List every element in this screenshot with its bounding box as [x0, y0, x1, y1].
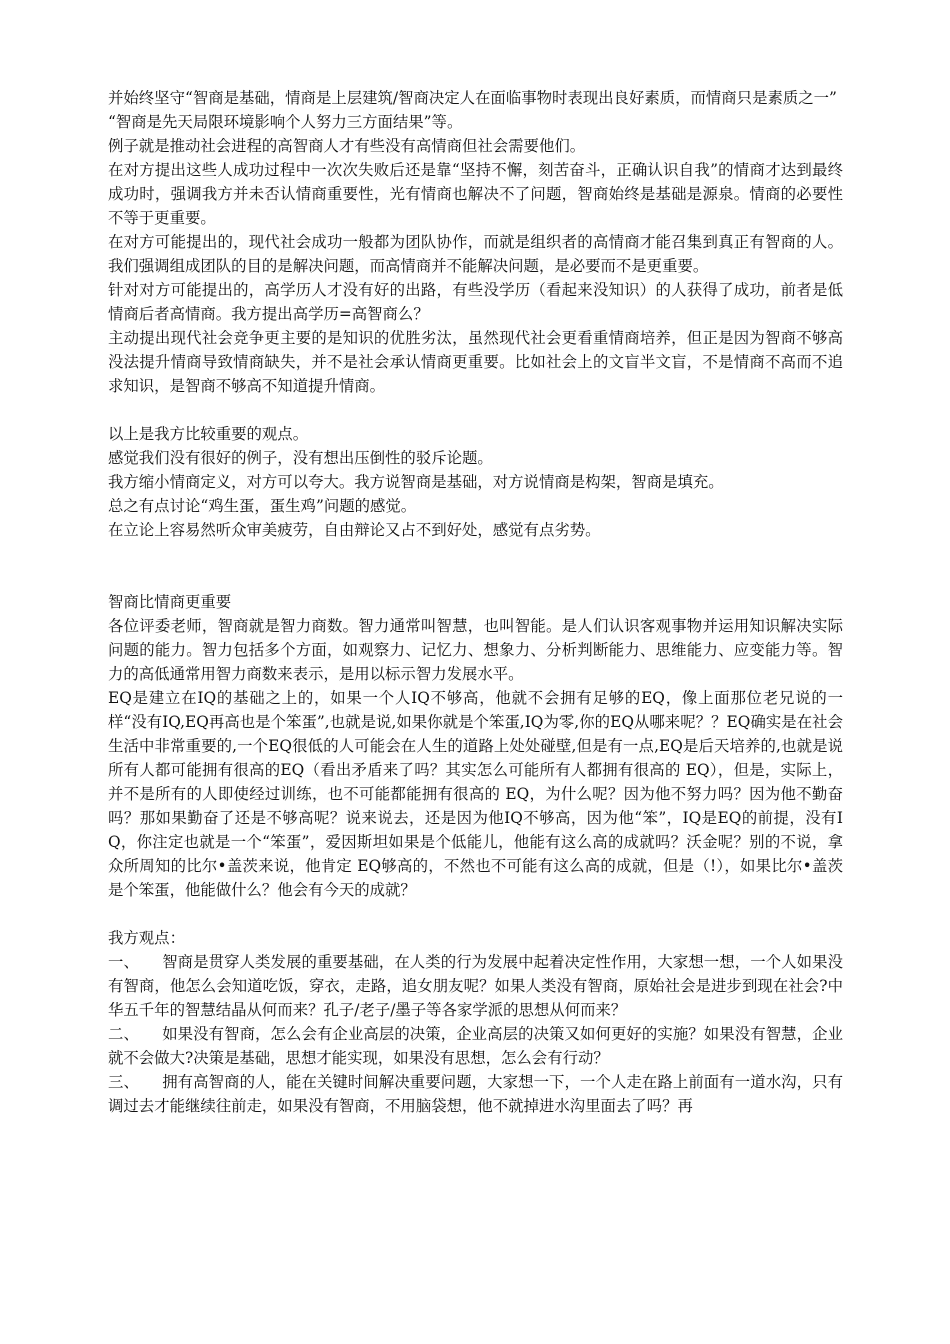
paragraph: 各位评委老师，智商就是智力商数。智力通常叫智慧，也叫智能。是人们认识客观事物并运用知识解决实际问题的能力。智力包括多个方面，如观察力、记忆力、想象力、分析判断能力、思维能力、应变能力等。智力的高低通常用智力商数来表示，是用以标示智力发展水平。	[108, 617, 843, 683]
paragraph: EQ是建立在IQ的基础之上的，如果一个人IQ不够高，他就不会拥有足够的EQ，像上面那位老兄说的一样“没有IQ,EQ再高也是个笨蛋”,也就是说,如果你就是个笨蛋,IQ为零,你的EQ从哪来呢？？EQ确实是在社会生活中非常重要的,一个EQ很低的人可能会在人生的道路上处处碰壁,但是有一点,EQ是后天培养的,也就是说所有人都可能拥有很高的EQ（看出矛盾来了吗？其实怎么可能所有人都拥有很高的 EQ），但是，实际上，并不是所有的人即使经过训练，也不可能都能拥有很高的 EQ，为什么呢？因为他不努力吗？因为他不勤奋吗？那如果勤奋了还是不够高呢？说来说去，还是因为他IQ不够高，因为他“笨”，IQ是EQ的前提，没有IQ，你注定也就是一个“笨蛋”，爱因斯坦如果是个低能儿，他能有这么高的成就吗？沃金呢？别的不说，拿众所周知的比尔•盖茨来说，他肯定 EQ够高的，不然也不可能有这么高的成就，但是（!），如果比尔•盖茨是个笨蛋，他能做什么？他会有今天的成就？	[108, 689, 843, 899]
paragraph: 并始终坚守“智商是基础，情商是上层建筑/智商决定人在面临事物时表现出良好素质，而情商只是素质之一”	[108, 89, 837, 107]
blank-line	[108, 398, 843, 422]
paragraph: 针对对方可能提出的，高学历人才没有好的出路，有些没学历（看起来没知识）的人获得了成功，前者是低情商后者高情商。我方提出高学历=高智商么？	[108, 281, 843, 323]
section-our-views	[108, 926, 843, 1118]
section-title: 我方观点：	[108, 929, 185, 947]
blank-line	[108, 902, 843, 926]
section-argument	[108, 590, 843, 902]
paragraph: 总之有点讨论“鸡生蛋，蛋生鸡”问题的感觉。	[108, 497, 417, 515]
paragraph: 在对方可能提出的，现代社会成功一般都为团队协作，而就是组织者的高情商才能召集到真正有智商的人。我们强调组成团队的目的是解决问题，而高情商并不能解决问题，是必要而不是更重要。	[108, 233, 843, 275]
list-item: 三、 拥有高智商的人，能在关键时间解决重要问题，大家想一下，一个人走在路上前面有一道水沟，只有调过去才能继续往前走，如果没有智商，不用脑袋想，他不就掉进水沟里面去了吗？再	[108, 1073, 843, 1115]
section-position-summary	[108, 86, 843, 398]
section-title: 智商比情商更重要	[108, 593, 232, 611]
list-item: 一、 智商是贯穿人类发展的重要基础，在人类的行为发展中起着决定性作用，大家想一想，一个人如果没有智商，他怎么会知道吃饭，穿衣，走路，追女朋友呢？如果人类没有智商，原始社会是进步到现在社会?中华五千年的智慧结晶从何而来？孔子/老子/墨子等各家学派的思想从何而来？	[108, 953, 843, 1019]
section-reflection	[108, 422, 843, 542]
list-item: 二、 如果没有智商，怎么会有企业高层的决策，企业高层的决策又如何更好的实施？如果没有智慧，企业就不会做大?决策是基础，思想才能实现，如果没有思想，怎么会有行动？	[108, 1025, 843, 1067]
paragraph: 我方缩小情商定义，对方可以夸大。我方说智商是基础，对方说情商是构架，智商是填充。	[108, 473, 724, 491]
document-page	[108, 86, 843, 1118]
paragraph: “智商是先天局限环境影响个人努力三方面结果”等。	[108, 113, 463, 131]
paragraph: 主动提出现代社会竞争更主要的是知识的优胜劣汰，虽然现代社会更看重情商培养，但正是因为智商不够高没法提升情商导致情商缺失，并不是社会承认情商更重要。比如社会上的文盲半文盲，不是情商不高而不追求知识，是智商不够高不知道提升情商。	[108, 329, 843, 395]
paragraph: 在对方提出这些人成功过程中一次次失败后还是靠“坚持不懈，刻苦奋斗，正确认识自我”的情商才达到最终成功时，强调我方并未否认情商重要性，光有情商也解决不了问题，智商始终是基础是源泉。情商的必要性不等于更重要。	[108, 161, 843, 227]
blank-lines	[108, 542, 843, 590]
paragraph: 在立论上容易然听众审美疲劳，自由辩论又占不到好处，感觉有点劣势。	[108, 521, 601, 539]
paragraph: 感觉我们没有很好的例子，没有想出压倒性的驳斥论题。	[108, 449, 493, 467]
paragraph: 例子就是推动社会进程的高智商人才有些没有高情商但社会需要他们。	[108, 137, 586, 155]
paragraph: 以上是我方比较重要的观点。	[108, 425, 309, 443]
